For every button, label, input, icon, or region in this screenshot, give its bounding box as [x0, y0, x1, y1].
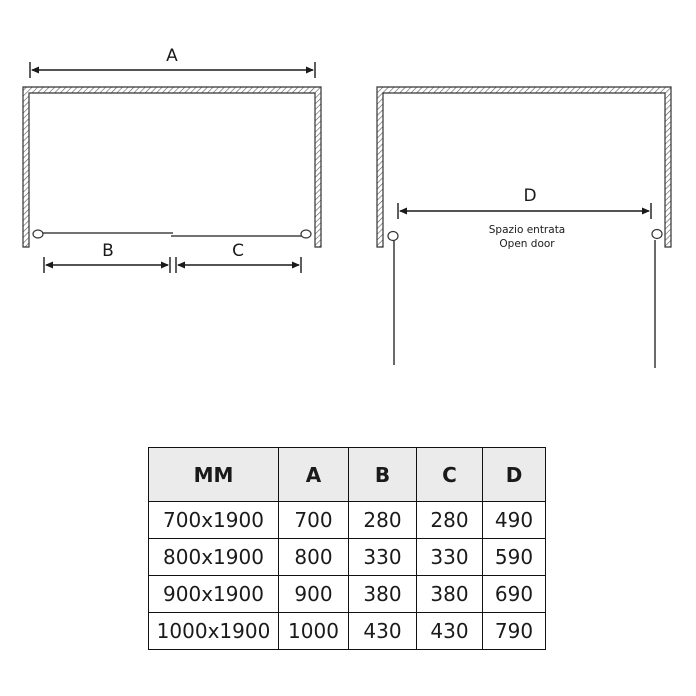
- cell-b: 280: [349, 502, 417, 539]
- table-row: [149, 613, 546, 650]
- cell-size: 800x1900: [149, 539, 279, 576]
- cell-a: 700: [279, 502, 349, 539]
- cell-c: 280: [417, 502, 483, 539]
- dimension-b-label: B: [102, 241, 114, 261]
- roller-left: [33, 230, 43, 238]
- cell-d: 590: [483, 539, 546, 576]
- hinge-left: [388, 232, 398, 241]
- dimensions-table: [148, 447, 546, 650]
- entry-space-label-en: Open door: [499, 238, 555, 250]
- table-row: [149, 539, 546, 576]
- cell-b: 380: [349, 576, 417, 613]
- closed-door-plan: [23, 46, 321, 273]
- right-enclosure-wall: [377, 87, 671, 247]
- table-row: [149, 576, 546, 613]
- cell-b: 330: [349, 539, 417, 576]
- table-header-row: [149, 448, 546, 502]
- cell-d: 690: [483, 576, 546, 613]
- open-door-plan: [377, 87, 671, 368]
- cell-a: 1000: [279, 613, 349, 650]
- cell-d: 790: [483, 613, 546, 650]
- left-enclosure-wall: [23, 87, 321, 247]
- dimension-a-label: A: [166, 46, 178, 66]
- cell-a: 800: [279, 539, 349, 576]
- cell-size: 700x1900: [149, 502, 279, 539]
- cell-a: 900: [279, 576, 349, 613]
- cell-d: 490: [483, 502, 546, 539]
- roller-right: [301, 230, 311, 238]
- header-d: D: [483, 448, 546, 502]
- cell-size: 900x1900: [149, 576, 279, 613]
- cell-c: 430: [417, 613, 483, 650]
- header-mm: MM: [149, 448, 279, 502]
- cell-c: 330: [417, 539, 483, 576]
- entry-space-label-it: Spazio entrata: [488, 224, 566, 236]
- cell-size: 1000x1900: [149, 613, 279, 650]
- hinge-right: [652, 230, 662, 239]
- header-a: A: [279, 448, 349, 502]
- dimension-c-label: C: [232, 241, 244, 261]
- header-b: B: [349, 448, 417, 502]
- table-row: [149, 502, 546, 539]
- cell-b: 430: [349, 613, 417, 650]
- dimension-d-label: D: [523, 186, 537, 206]
- cell-c: 380: [417, 576, 483, 613]
- header-c: C: [417, 448, 483, 502]
